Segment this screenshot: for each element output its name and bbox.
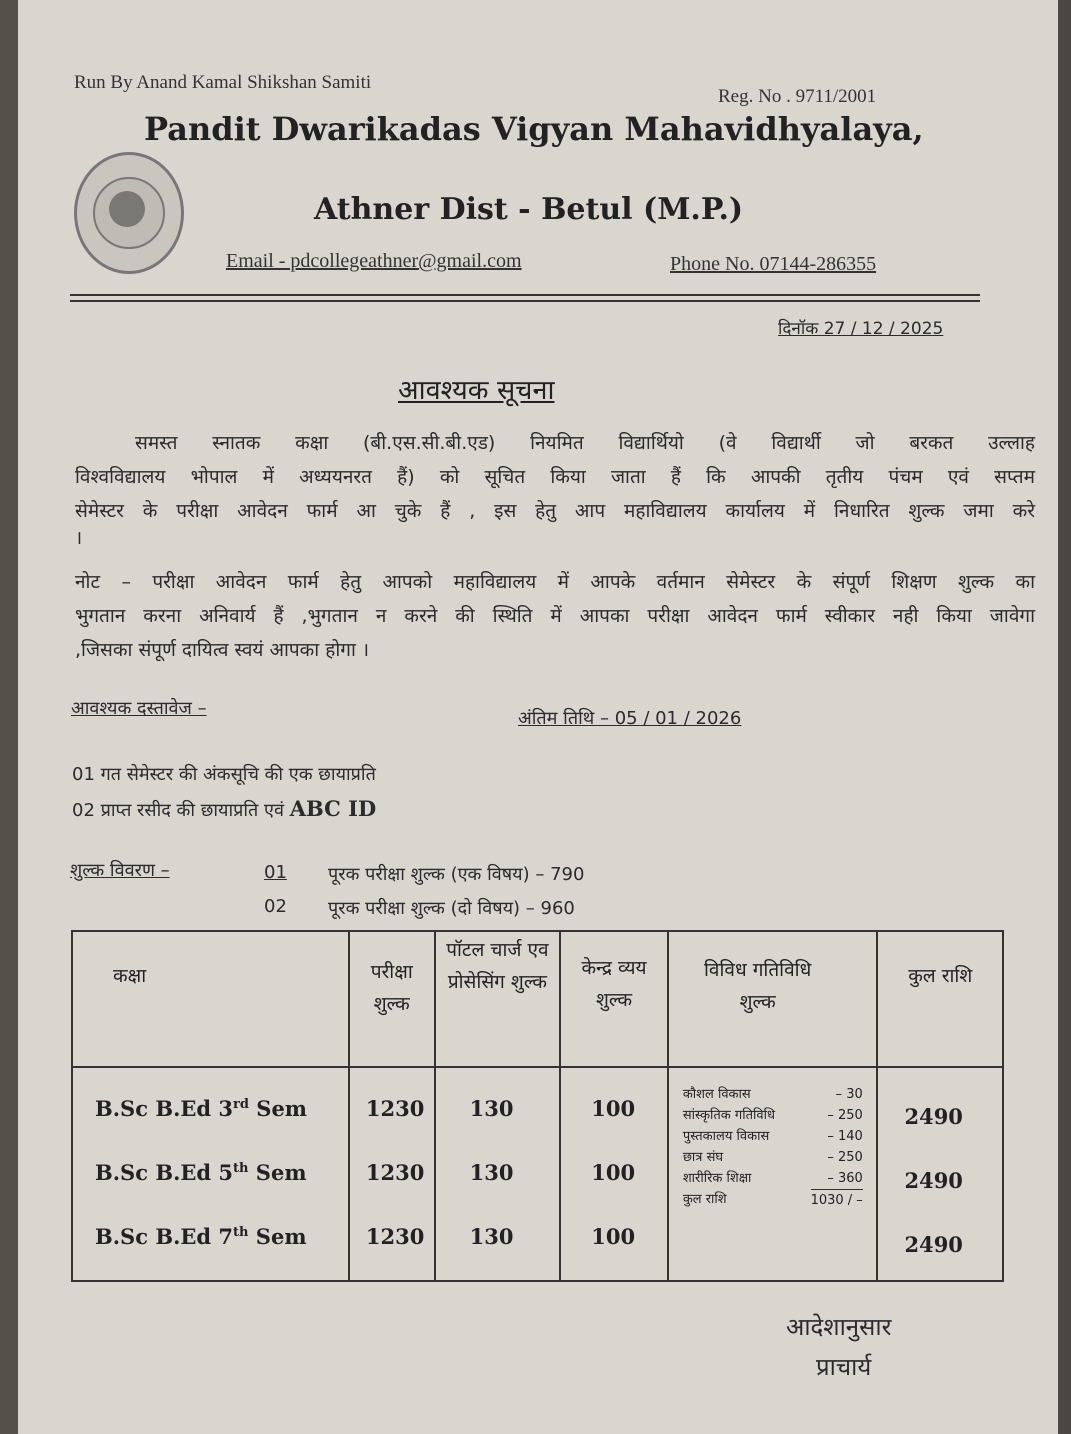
centre-fee-3rd: 100 — [591, 1096, 636, 1121]
activity-skill: कौशल विकास – 30 — [682, 1087, 863, 1102]
by-order-text: आदेशानुसार — [786, 1313, 892, 1341]
exam-fee-3rd: 1230 — [365, 1096, 425, 1121]
activities-cell — [668, 1067, 878, 1281]
reg-no: Reg. No . 9711/2001 — [718, 86, 877, 107]
header-centre-fee: केन्द्र व्यय शुल्क — [560, 931, 668, 1067]
document-item-2: 02 प्राप्त रसीद की छायाप्रति एवं ABC ID — [72, 796, 377, 821]
college-address: Athner Dist - Betul (M.P.) — [314, 192, 744, 227]
row-label-7th-sem: B.Sc B.Ed 7th Sem — [95, 1224, 307, 1249]
documents-heading: आवश्यक दस्तावेज – — [71, 698, 207, 719]
notice-body — [75, 426, 1035, 548]
last-date: अंतिम तिथि – 05 / 01 / 2026 — [518, 708, 742, 729]
total-7th: 2490 — [904, 1232, 963, 1257]
notice-date: दिनॉक 27 / 12 / 2025 — [778, 319, 944, 339]
portal-fee-3rd: 130 — [469, 1096, 514, 1121]
document-item-1: 01 गत सेमेस्टर की अंकसूचि की एक छायाप्रति — [72, 764, 376, 785]
table-header-row — [72, 931, 1003, 1067]
phone: Phone No. 07144-286355 — [670, 253, 877, 275]
centre-fee-7th: 100 — [591, 1224, 636, 1249]
header-total: कुल राशि — [877, 931, 1003, 1067]
email: Email - pdcollegeathner@gmail.com — [226, 250, 522, 272]
header-activities-fee: विविध गतिविधि शुल्क — [668, 931, 878, 1067]
body-line-1: समस्त स्नातक कक्षा (बी.एस.सी.बी.एड) नियमित विद्यार्थियो (वे विद्यार्थी जो बरकत उल्लाह — [135, 432, 1035, 454]
note-line-2: भुगतान करना अनिवार्य हैं ,भुगतान न करने की स्थिति में आपका परीक्षा आवेदन फार्म स्वीकार नही किया जावेगा — [75, 605, 1035, 627]
notice-title: आवश्यक सूचना — [398, 375, 555, 406]
portal-fee-cell — [435, 1067, 561, 1281]
fee-table — [71, 930, 1004, 1282]
body-line-2: विश्वविद्यालय भोपाल में अध्ययनरत हैं) को सूचित किया जाता हैं कि आपकी तृतीय पंचम एवं सप्तम — [75, 466, 1035, 488]
activity-cultural: सांस्कृतिक गतिविधि – 250 — [682, 1108, 863, 1123]
header-portal-charge: पॉटल चार्ज एव प्रोसेसिंग शुल्क — [435, 931, 561, 1067]
portal-fee-5th: 130 — [469, 1160, 514, 1185]
note-line-3: ,जिसका संपूर्ण दायित्व स्वयं आपका होगा । — [75, 639, 370, 661]
header-class: कक्षा — [72, 931, 349, 1067]
header-divider-top — [70, 294, 980, 296]
body-line-4: । — [75, 527, 83, 549]
table-body-row — [72, 1067, 1003, 1281]
row-label-3rd-sem: B.Sc B.Ed 3rd Sem — [95, 1096, 308, 1121]
class-cell — [72, 1067, 349, 1281]
run-by: Run By Anand Kamal Shikshan Samiti — [74, 72, 372, 93]
college-seal-logo — [74, 152, 184, 274]
fee-item-1: पूरक परीक्षा शुल्क (एक विषय) – 790 — [328, 864, 585, 885]
activity-student-union: छात्र संघ – 250 — [682, 1150, 863, 1165]
exam-fee-7th: 1230 — [365, 1224, 425, 1249]
fee-item-1-number: 01 — [264, 862, 287, 883]
total-5th: 2490 — [904, 1168, 963, 1193]
abc-id-label: ABC ID — [289, 796, 377, 821]
activities-breakdown — [683, 1084, 863, 1211]
background-fabric-left — [0, 0, 18, 1434]
principal-signature-label: प्राचार्य — [816, 1353, 872, 1381]
fee-item-2: पूरक परीक्षा शुल्क (दो विषय) – 960 — [328, 898, 575, 919]
row-label-5th-sem: B.Sc B.Ed 5th Sem — [95, 1160, 307, 1185]
centre-fee-cell — [560, 1067, 668, 1281]
total-3rd: 2490 — [904, 1104, 963, 1129]
total-cell — [877, 1067, 1003, 1281]
notice-paper — [18, 0, 1058, 1434]
fee-item-2-number: 02 — [264, 896, 287, 917]
fee-details-heading: शुल्क विवरण – — [70, 860, 170, 881]
activity-total: कुल राशि 1030 / – — [683, 1189, 863, 1211]
notice-note — [75, 565, 1035, 667]
header-exam-fee: परीक्षा शुल्क — [349, 931, 435, 1067]
activity-library: पुस्तकालय विकास – 140 — [682, 1129, 863, 1144]
header-divider-bottom — [70, 300, 980, 302]
exam-fee-5th: 1230 — [365, 1160, 425, 1185]
portal-fee-7th: 130 — [469, 1224, 514, 1249]
body-line-3: सेमेस्टर के परीक्षा आवेदन फार्म आ चुके हैं , इस हेतु आप महाविद्यालय कार्यालय में निधारित शुल्क जमा करे — [75, 500, 1035, 522]
activity-physical-education: शारीरिक शिक्षा – 360 — [682, 1171, 863, 1186]
college-name: Pandit Dwarikadas Vigyan Mahavidhyalaya, — [144, 110, 924, 148]
exam-fee-cell — [349, 1067, 435, 1281]
note-line-1: नोट – परीक्षा आवेदन फार्म हेतु आपको महाविद्यालय में आपके वर्तमान सेमेस्टर के संपूर्ण शिक्षण शुल्क का — [75, 571, 1035, 593]
centre-fee-5th: 100 — [591, 1160, 636, 1185]
